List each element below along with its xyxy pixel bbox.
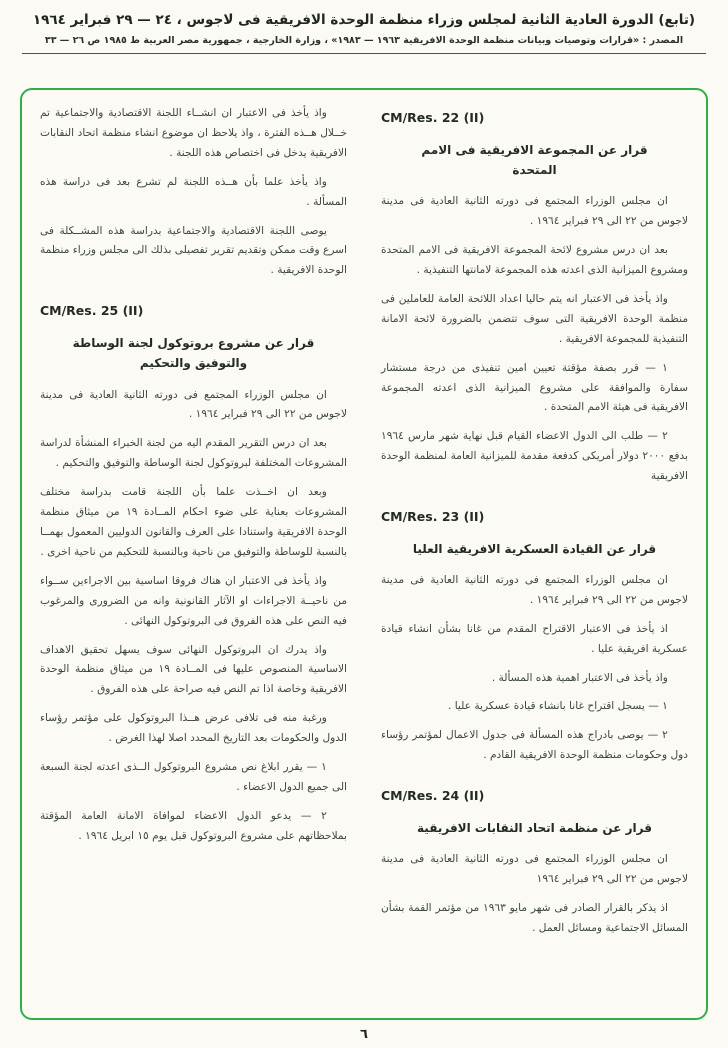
paragraph: واذ يأخذ فى الاعتبار ان هناك فروقا اساسية بين الاجراءين ســواء من ناحيــة الاجراءات او الآثار القانونية وانه من الضرورى والمرغوب فيه النص على هذه الفروق فى البروتوكول النهائى . [40, 574, 347, 627]
paragraph: اذ يأخذ فى الاعتبار الاقتراح المقدم من غانا بشأن انشاء قيادة عسكرية افريقية عليا . [381, 622, 688, 655]
resolution-code: CM/Res. 22 (II) [381, 110, 485, 125]
resolution-title: قرار عن مشروع بروتوكول لجنة الوساطة والتوفيق والتحكيم [72, 335, 315, 371]
numbered-item: ٢ — يدعو الدول الاعضاء لموافاة الامانة العامة المؤقتة بملاحظاتهم على مشروع البروتوكول قبل يوم ١٥ ابريل ١٩٦٤ . [40, 809, 347, 842]
paragraph: اذ يذكر بالقرار الصادر فى شهر مايو ١٩٦٣ من مؤتمر القمة بشأن المسائل الاجتماعية ومسائل العمل . [381, 901, 688, 934]
numbered-item: ١ — يقرر ابلاغ نص مشروع البروتوكول الــذى اعدته لجنة السبعة الى جميع الدول الاعضاء . [40, 761, 347, 793]
page-header [0, 0, 728, 54]
paragraph: واذ يدرك ان البروتوكول النهائى سوف يسهل تحقيق الاهداف الاساسية المنصوص عليها فى المــادة ١٩ من ميثاق منظمة الوحدة الافريقية وخاصة اذا تم النص فيه صراحة على هذه الفروق . [40, 643, 347, 696]
resolution-code: CM/Res. 25 (II) [40, 303, 144, 319]
paragraph: واذ يأخذ علما بأن هــذه اللجنة لم تشرع بعد فى دراسة هذه المسألة . [40, 175, 347, 208]
column-right [381, 104, 688, 1004]
paragraph: واذ يأخذ فى الاعتبار ان انشــاء اللجنة الاقتصادية والاجتماعية تم خــلال هــذه الفترة ، واذ يلاحظ ان موضوع انشاء منظمة اتحاد النقابات الافريقية يدخل فى اختصاص هذه اللجنة . [40, 107, 347, 159]
header-divider [22, 53, 706, 54]
paragraph: ان مجلس الوزراء المجتمع فى دورته الثانية العادية فى مدينة لاجوس من ٢٢ الى ٢٩ فبراير ١٩٦٤ . [381, 573, 688, 606]
paragraph: بعد ان درس مشروع لائحة المجموعة الافريقية فى الامم المتحدة ومشروع الميزانية الذى اعدته هذه المجموعة لامانتها التنفيذية . [381, 244, 688, 276]
paragraph: واذ يأخذ فى الاعتبار اهمية هذه المسألة . [491, 671, 668, 684]
two-column-layout [40, 104, 688, 1004]
column-left [40, 104, 347, 1004]
document-title: (تابع) الدورة العادية الثانية لمجلس وزراء منظمة الوحدة الافريقية فى لاجوس ، ٢٤ — ٢٩ فبراير ١٩٦٤ [32, 12, 696, 28]
resolution-title: قرار عن القيادة العسكرية الافريقية العليا [412, 541, 657, 556]
page-number: ٦ [360, 1027, 368, 1042]
paragraph: ان مجلس الوزراء المجتمع فى دورته الثانية العادية فى مدينة لاجوس من ٢٢ الى ٢٩ فبراير ١٩٦٤ . [40, 388, 347, 421]
paragraph: وبعد ان اخــذت علما بأن اللجنة قامت بدراسة مختلف المشروعات بعناية على ضوء احكام المــادة ١٩ من ميثاق منظمة الوحدة الافريقية واستنادا على العرف والقانون الدوليين المعمول بهمــا بالنسبة للوساطة والتوفيق من ناحية وبالنسبة للتحكيم من ناحية اخرى . [40, 486, 347, 558]
numbered-item: ١ — قرر بصفة مؤقتة تعيين امين تنفيذى من درجة مستشار سفارة والموافقة على مشروع الميزانية الذى اعدته المجموعة الافريقية فى هيئة الامم المتحدة . [381, 361, 688, 414]
resolution-title: قرار عن المجموعة الافريقية فى الامم المتحدة [421, 142, 648, 177]
paragraph: يوصى اللجنة الاقتصادية والاجتماعية بدراسة هذه المشــكلة فى اسرع وقت ممكن وتقديم تقرير تفصيلى بذلك الى مجلس وزراء منظمة الوحدة الافريقية . [40, 224, 347, 277]
resolution-title: قرار عن منظمة اتحاد النقابات الافريقية [417, 820, 652, 835]
paragraph: ان مجلس الوزراء المجتمع فى دورته الثانية العادية فى مدينة لاجوس من ٢٢ الى ٢٩ فبراير ١٩٦٤ . [381, 195, 688, 228]
resolution-code: CM/Res. 24 (II) [381, 788, 485, 804]
numbered-item: ٢ — يوصى بادراج هذه المسألة فى جدول الاعمال لمؤتمر رؤساء دول وحكومات منظمة الوحدة الافريقية القادم . [381, 729, 688, 762]
paragraph: واذ يأخذ فى الاعتبار انه يتم حاليا اعداد اللائحة العامة للعاملين فى منظمة الوحدة الافريقية التى سوف تتضمن بالضرورة لائحة الامانة التنفيذية للمجموعة الافريقية . [381, 292, 688, 345]
paragraph: بعد ان درس التقرير المقدم اليه من لجنة الخبراء المنشأة لدراسة المشروعات المختلفة لبروتوكول لجنة الوساطة والتوفيق والتحكيم . [40, 437, 347, 470]
document-body-frame [20, 88, 708, 1020]
numbered-item: ٢ — طلب الى الدول الاعضاء القيام قبل نهاية شهر مارس ١٩٦٤ بدفع ٢٠٠٠ دولار أمريكى كدفعة مقدمة للميزانية العامة لمنظمة الوحدة الافريقية [381, 430, 688, 483]
numbered-item: ١ — يسجل اقتراح غانا بانشاء قيادة عسكرية عليا . [447, 700, 668, 713]
resolution-code: CM/Res. 23 (II) [381, 509, 485, 525]
paragraph: ورغبة منه فى تلافى عرض هــذا البروتوكول على مؤتمر رؤساء الدول والحكومات بعد التاريخ المحدد اصلا لهذا الغرض . [40, 712, 347, 745]
paragraph: ان مجلس الوزراء المجتمع فى دورته الثانية العادية فى مدينة لاجوس من ٢٢ الى ٢٩ فبراير ١٩٦٤ [381, 853, 688, 885]
source-citation: المصدر : «قرارات وتوصيات وبيانات منظمة الوحدة الافريقية ١٩٦٣ — ١٩٨٣» ، وزارة الخارجية ، جمهورية مصر العربية ط ١٩٨٥ ص ٢٦ — ٣٣ [44, 35, 684, 46]
